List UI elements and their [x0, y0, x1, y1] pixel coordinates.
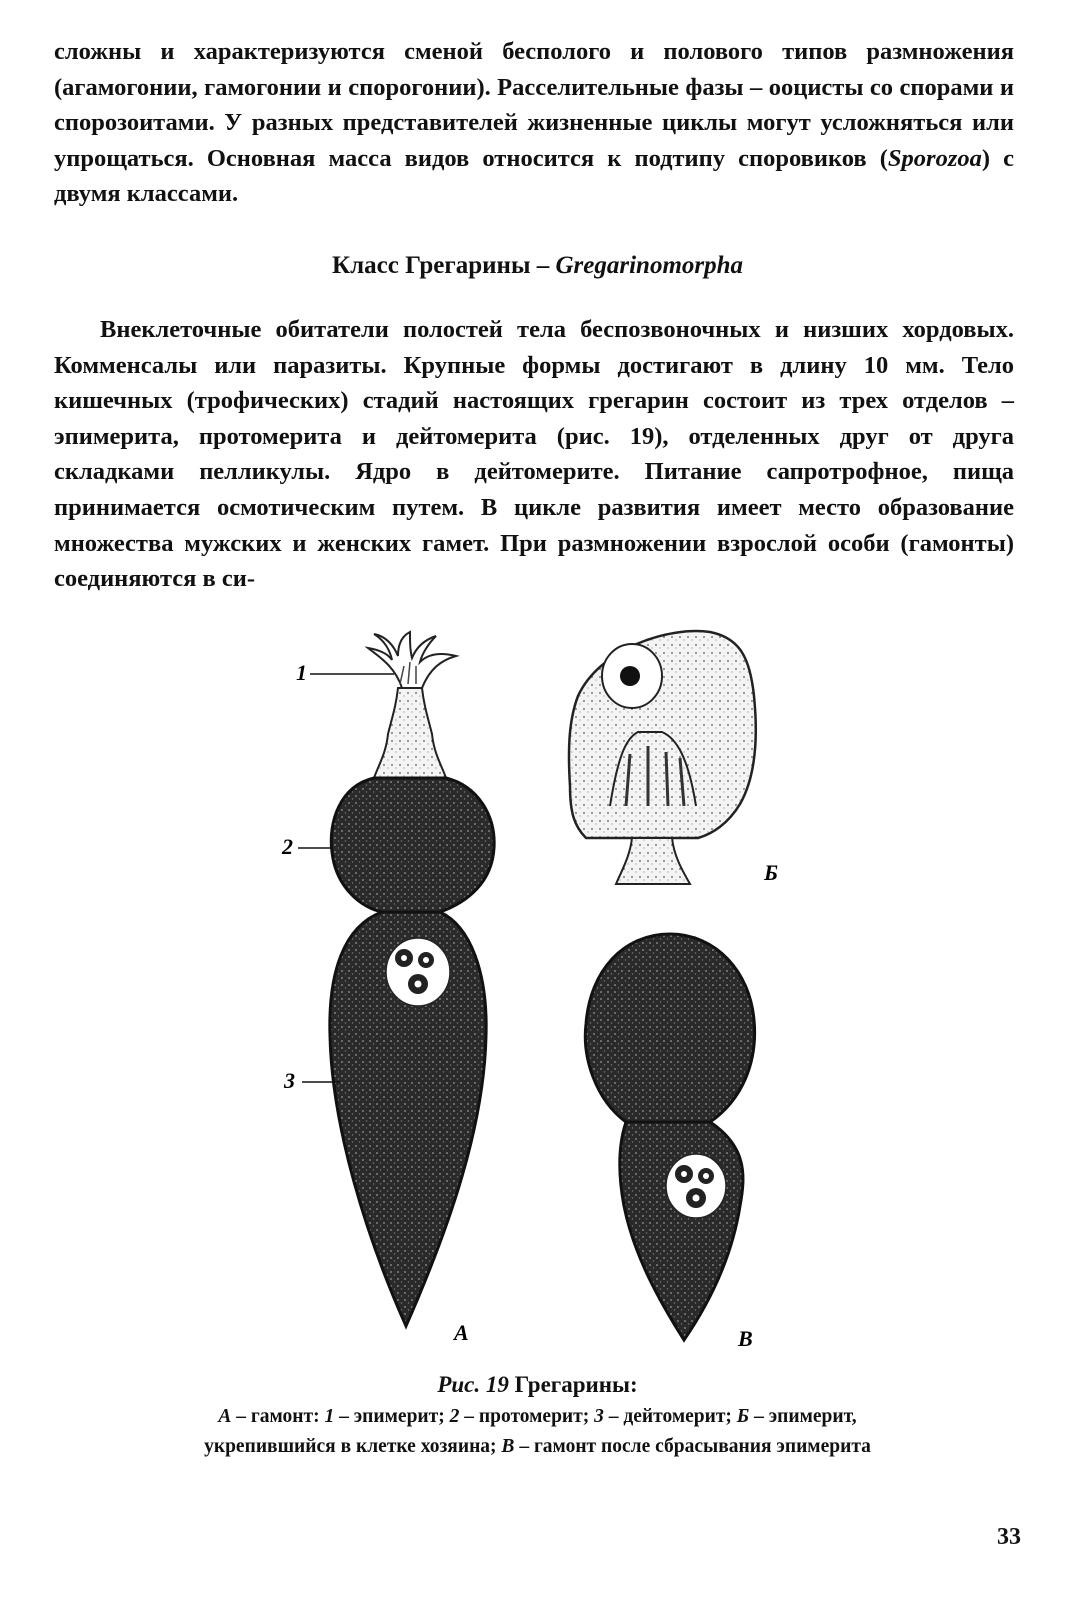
gregarine-gamont-a [281, 632, 494, 1345]
label-v: В [738, 1326, 753, 1351]
latin-term-gregarinomorpha: Gregarinomorpha [555, 252, 744, 279]
label-1: 1 [296, 660, 307, 685]
figure-gregarines [270, 626, 790, 1366]
deutomerite [330, 912, 486, 1326]
section-heading: Класс Грегарины – Gregarinomorpha [331, 252, 744, 279]
nucleus [386, 938, 450, 1006]
epimerite-in-host-cell-b [569, 631, 778, 885]
label-3: 3 [284, 1068, 295, 1093]
label-a: А [454, 1320, 469, 1345]
protomerite [331, 778, 494, 912]
latin-term-sporozoa: Sporozoa [887, 144, 982, 172]
caption-title: Рис. 19 Грегарины: [437, 1372, 638, 1397]
paragraph-gregarines-description: Внеклеточные обитатели полостей тела беспозвоночных и низших хордовых. Комменсалы или паразиты. Крупные формы достигают в длину 10 мм. Тело кишечных (трофических) стадий настоящих грегарин состоит из трех отделов – эпимерита, протомерита и дейтомерита (рис. 19), отделенных друг от друга складками пелликулы. Ядро в дейтомерите. Питание сапротрофное, пища принимается осмотическим путем. В цикле развития имеет место образование множества мужских и женских гамет. При размножении взрослой особи (гамонты) соединяются в си- [54, 316, 1014, 593]
caption-line-1: А – гамонт: 1 – эпимерит; 2 – протомерит; 3 – дейтомерит; Б – эпимерит, [218, 1406, 857, 1427]
figure-caption [0, 1368, 1075, 1462]
caption-line-2: укрепившийся в клетке хозяина; В – гамонт после сбрасывания эпимерита [204, 1436, 871, 1457]
label-2: 2 [282, 834, 293, 859]
paragraph-life-cycle: сложны и характеризуются сменой бесполого и полового типов размножения (агамогонии, гамогонии и спорогонии). Расселительные фазы – ооцисты со спорами и спорозоитами. У разных представителей жизненные циклы могут усложняться или упрощаться. Основная масса видов относится к подтипу споровиков (Sporozoa) с двумя классами. [54, 38, 1014, 208]
page-number: 33 [997, 1524, 1021, 1550]
epimerite [368, 632, 456, 688]
gregarine-gamont-v [585, 934, 754, 1351]
label-b: Б [764, 860, 778, 885]
